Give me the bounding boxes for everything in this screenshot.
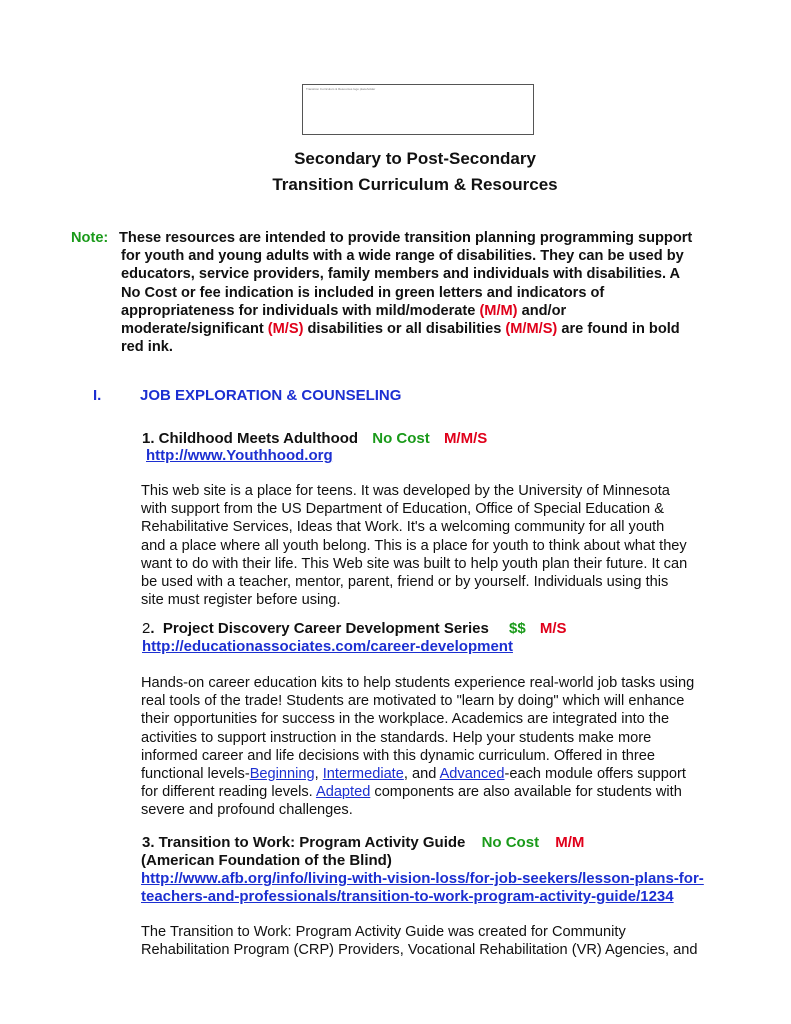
- advanced-link[interactable]: Advanced: [439, 766, 505, 783]
- mm-indicator: (M/M): [479, 302, 518, 319]
- item-2-cost: $$: [509, 620, 526, 637]
- text: functional levels-: [141, 766, 250, 783]
- note-text: disabilities or all disabilities: [303, 321, 506, 337]
- text: , and: [403, 766, 440, 783]
- page-title-line1: Secondary to Post-Secondary: [294, 149, 536, 168]
- ms-indicator: (M/S): [267, 321, 304, 337]
- item-1-line: This web site is a place for teens. It was developed by the University of Minnesota: [141, 483, 670, 499]
- note-line: [121, 320, 680, 338]
- item-1-description: [141, 482, 741, 609]
- item-3-description: [141, 923, 741, 959]
- item-1-line: be used with a teacher, mentor, parent, friend or by yourself. Individuals using this: [141, 574, 669, 591]
- item-2-level: M/S: [539, 620, 567, 637]
- text: ,: [314, 766, 323, 783]
- note-text: are found in bold: [557, 321, 680, 337]
- item-1-heading-row: [142, 430, 487, 448]
- note-text: moderate/significant: [121, 321, 268, 337]
- item-2-line: informed career and life decisions with this dynamic curriculum. Offered in three: [141, 747, 655, 764]
- item-1-cost: No Cost: [372, 430, 430, 447]
- item-1-line: with support from the US Department of Education, Office of Special Education &: [141, 501, 664, 518]
- note-line: red ink.: [121, 339, 173, 356]
- note-line: for youth and young adults with a wide range of disabilities. They can be used by: [121, 248, 684, 265]
- item-2-link[interactable]: http://educationassociates.com/career-development: [142, 638, 513, 655]
- adapted-link[interactable]: Adapted: [315, 784, 371, 801]
- item-1-line: want to do with their life. This Web site was built to help youth plan their future. It can: [141, 555, 688, 572]
- item-3-link-line2[interactable]: teachers-and-professionals/transition-to-work-program-activity-guide/1234: [141, 888, 674, 905]
- section-title: JOB EXPLORATION & COUNSELING: [140, 387, 402, 404]
- item-2-line: Hands-on career education kits to help students experience real-world job tasks using: [141, 675, 695, 691]
- beginning-link[interactable]: Beginning: [249, 766, 315, 783]
- item-2-description: [141, 674, 741, 820]
- item-3-title: 3. Transition to Work: Program Activity Guide: [142, 834, 466, 851]
- item-2-levels-line: [141, 765, 741, 783]
- item-2-line: severe and profound challenges.: [141, 802, 353, 819]
- item-2-title: Project Discovery Career Development Series: [162, 620, 489, 637]
- item-2-line: real tools of the trade! Students are motivated to "learn by doing" which will enhance: [141, 693, 685, 710]
- item-1-line: and a place where all youth belong. This is a place for youth to think about what they: [141, 537, 687, 554]
- item-2-adapted-line: [141, 783, 741, 801]
- item-3-line: Rehabilitation Program (CRP) Providers, Vocational Rehabilitation (VR) Agencies, and: [141, 942, 698, 959]
- mms-indicator: (M/M/S): [505, 321, 558, 337]
- text: for different reading levels.: [141, 784, 316, 801]
- item-2-line: their opportunities for success in the workplace. Academics are integrated into the: [141, 711, 670, 728]
- item-3-line: The Transition to Work: Program Activity Guide was created for Community: [141, 924, 626, 940]
- note-text: appropriateness for individuals with mild/moderate: [121, 302, 480, 319]
- note-line: educators, service providers, family members and individuals with disabilities. A: [121, 266, 681, 283]
- logo-image-box: [302, 84, 534, 135]
- item-2-heading-row: 2. Project Discovery Career Development Series $$ M/S: [142, 620, 567, 637]
- note-line: These resources are intended to provide transition planning programming support: [119, 230, 693, 246]
- note-line: No Cost or fee indication is included in green letters and indicators of: [121, 284, 605, 301]
- text: -each module offers support: [504, 766, 686, 783]
- item-3-heading-row: [142, 834, 584, 852]
- item-1-title: 1. Childhood Meets Adulthood: [142, 430, 359, 447]
- page-title-line2: Transition Curriculum & Resources: [272, 175, 558, 194]
- item-3-cost: No Cost: [481, 834, 540, 851]
- item-1-link[interactable]: http://www.Youthhood.org: [146, 447, 333, 464]
- intermediate-link[interactable]: Intermediate: [322, 766, 404, 783]
- item-1-level: M/M/S: [443, 430, 488, 447]
- item-2-line: activities to support instruction in the standards. Help your students make more: [141, 729, 652, 746]
- item-3-level: M/M: [555, 834, 585, 851]
- item-1-line: site must register before using.: [141, 592, 341, 609]
- text: components are also available for students with: [370, 784, 682, 801]
- item-3-subheading: (American Foundation of the Blind): [141, 852, 392, 869]
- item-3-link-line1[interactable]: http://www.afb.org/info/living-with-vision-loss/for-job-seekers/lesson-plans-for-: [141, 870, 704, 887]
- note-text: and/or: [517, 302, 567, 319]
- item-1-line: Rehabilitative Services, Ideas that Work. It's a welcoming community for all youth: [141, 519, 665, 536]
- note-line: [121, 302, 566, 320]
- section-number: I.: [93, 387, 102, 404]
- note-label: Note:: [71, 230, 109, 246]
- item-2-number: 2: [142, 620, 151, 637]
- logo-caption: Transition Curriculum & Resources logo placeholder: [306, 87, 376, 91]
